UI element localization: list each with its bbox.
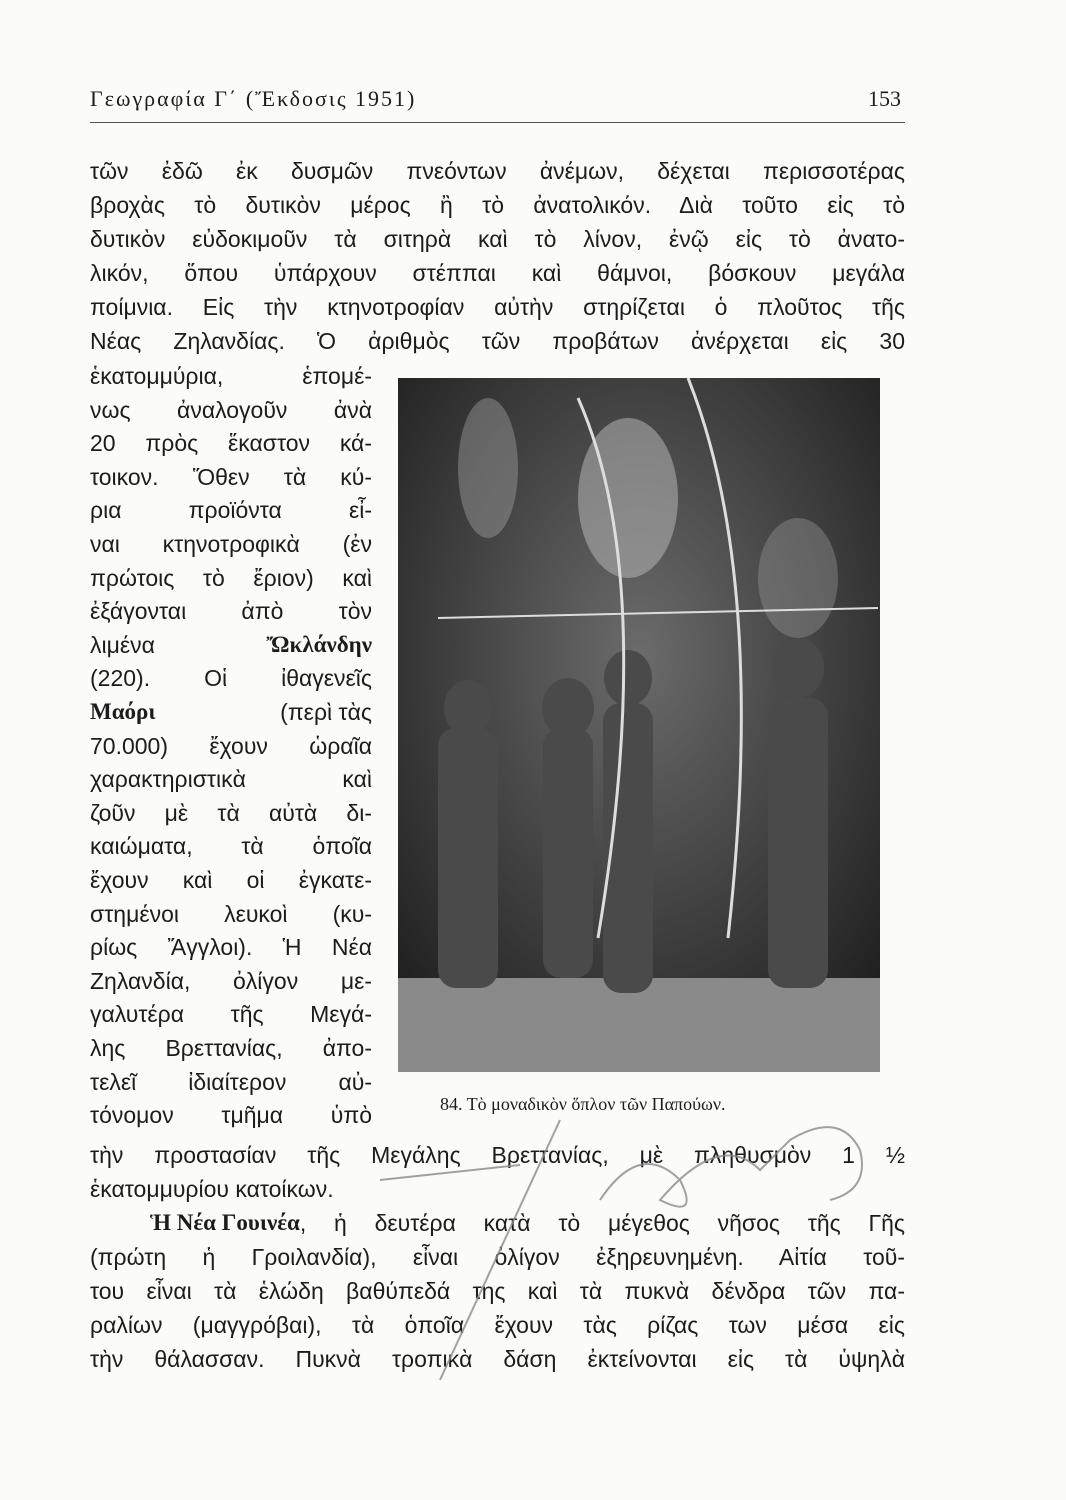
- column-text-line: ἑκατομμύρια, ἑπομέ-: [90, 363, 372, 389]
- column-text-line: ζοῦν μὲ τὰ αὐτὰ δι-: [90, 799, 372, 826]
- text-line: βροχὰς τὸ δυτικὸν μέρος ἢ τὸ ἀνατολικόν. Διὰ τοῦτο εἰς τὸ: [90, 192, 905, 218]
- text-line: ἑκατομμυρίου κατοίκων.: [90, 1176, 334, 1202]
- text-line: τὴν προστασίαν τῆς Μεγάλης Βρεττανίας, μὲ πληθυσμὸν 1 ½: [90, 1142, 905, 1168]
- figure-caption: 84. Τὸ μοναδικὸν ὅπλον τῶν Παπούων.: [440, 1094, 726, 1114]
- text-line: ποίμνια. Εἰς τὴν κτηνοτροφίαν αὐτὴν στηρίζεται ὁ πλοῦτος τῆς: [90, 294, 905, 320]
- bold-term: Ὤκλάνδην: [266, 631, 372, 657]
- column-text-line: στημένοι λευκοὶ (κυ-: [90, 900, 372, 927]
- column-text-line: καιώματα, τὰ ὁποῖα: [90, 833, 372, 860]
- column-text-line: τόνομον τμῆμα ὑπὸ: [90, 1102, 372, 1129]
- text-line: δυτικὸν εὐδοκιμοῦν τὰ σιτηρὰ καὶ τὸ λίνον, ἐνῷ εἰς τὸ ἀνατο-: [90, 226, 905, 252]
- column-text-line: τοικον. Ὅθεν τὰ κύ-: [90, 463, 372, 490]
- column-text-line: 20 πρὸς ἕκαστον κά-: [90, 430, 372, 457]
- running-header-title: Γεωγραφία Γ΄ (Ἔκδοσις 1951): [90, 86, 417, 111]
- column-text-line: γαλυτέρα τῆς Μεγά-: [90, 1001, 372, 1028]
- column-text-line: λης Βρεττανίας, ἀπο-: [90, 1035, 372, 1061]
- header-rule: [90, 122, 905, 123]
- column-text-line: ρίως Ἄγγλοι). Ἡ Νέα: [90, 934, 372, 961]
- column-text-line: (220). Οἱ ἰθαγενεῖς: [90, 665, 372, 692]
- text-line: τὴν θάλασσαν. Πυκνὰ τροπικὰ δάση ἐκτείνονται εἰς τὰ ὑψηλὰ: [90, 1346, 905, 1372]
- column-text-line: ρια προϊόντα εἶ-: [90, 497, 372, 524]
- column-text-line: Ζηλανδία, ὀλίγον με-: [90, 967, 372, 994]
- column-text-line: χαρακτηριστικὰ καὶ: [90, 766, 372, 793]
- column-text-line: 70.000) ἔχουν ὡραῖα: [90, 732, 372, 759]
- column-text-line: τελεῖ ἰδιαίτερον αὐ-: [90, 1068, 372, 1095]
- column-text-line: νως ἀναλογοῦν ἀνὰ: [90, 396, 372, 423]
- text: (περὶ τὰς: [280, 699, 372, 725]
- text-line: τῶν ἐδῶ ἐκ δυσμῶν πνεόντων ἀνέμων, δέχεται περισσοτέρας: [90, 158, 905, 184]
- text-line: ραλίων (μαγγρόβαι), τὰ ὁποῖα ἔχουν τὰς ρίζας των μέσα εἰς: [90, 1312, 905, 1338]
- column-text-line: ἔχουν καὶ οἱ ἐγκατε-: [90, 867, 372, 893]
- text-line: , ἡ δευτέρα κατὰ τὸ μέγεθος νῆσος τῆς Γῆς: [299, 1210, 905, 1236]
- page-number: 153: [868, 86, 901, 111]
- column-text-line: [90, 697, 372, 727]
- text-line-new-guinea: [150, 1208, 905, 1238]
- figure-photo-papuan-archers: [398, 378, 880, 1072]
- text: λιμένα: [90, 631, 155, 658]
- text-line: Νέας Ζηλανδίας. Ὁ ἀριθμὸς τῶν προβάτων ἀνέρχεται εἰς 30: [90, 328, 905, 354]
- text-line: (πρώτη ἡ Γροιλανδία), εἶναι ὀλίγον ἐξηρευνημένη. Αἰτία τοῦ-: [90, 1244, 905, 1270]
- bold-term: Ἡ Νέα Γουινέα: [150, 1210, 300, 1235]
- bold-term: Μαόρι: [90, 699, 156, 724]
- column-text-line: ναι κτηνοτροφικὰ (ἐν: [90, 531, 372, 557]
- text-line: του εἶναι τὰ ἑλώδη βαθύπεδά της καὶ τὰ πυκνὰ δένδρα τῶν πα-: [90, 1278, 905, 1304]
- column-text-line: πρώτοις τὸ ἔριον) καὶ: [90, 564, 372, 591]
- column-text-line: ἐξάγονται ἀπὸ τὸν: [90, 598, 372, 625]
- column-text-line: [90, 630, 372, 660]
- text-line: λικόν, ὅπου ὑπάρχουν στέππαι καὶ θάμνοι, βόσκουν μεγάλα: [90, 260, 905, 286]
